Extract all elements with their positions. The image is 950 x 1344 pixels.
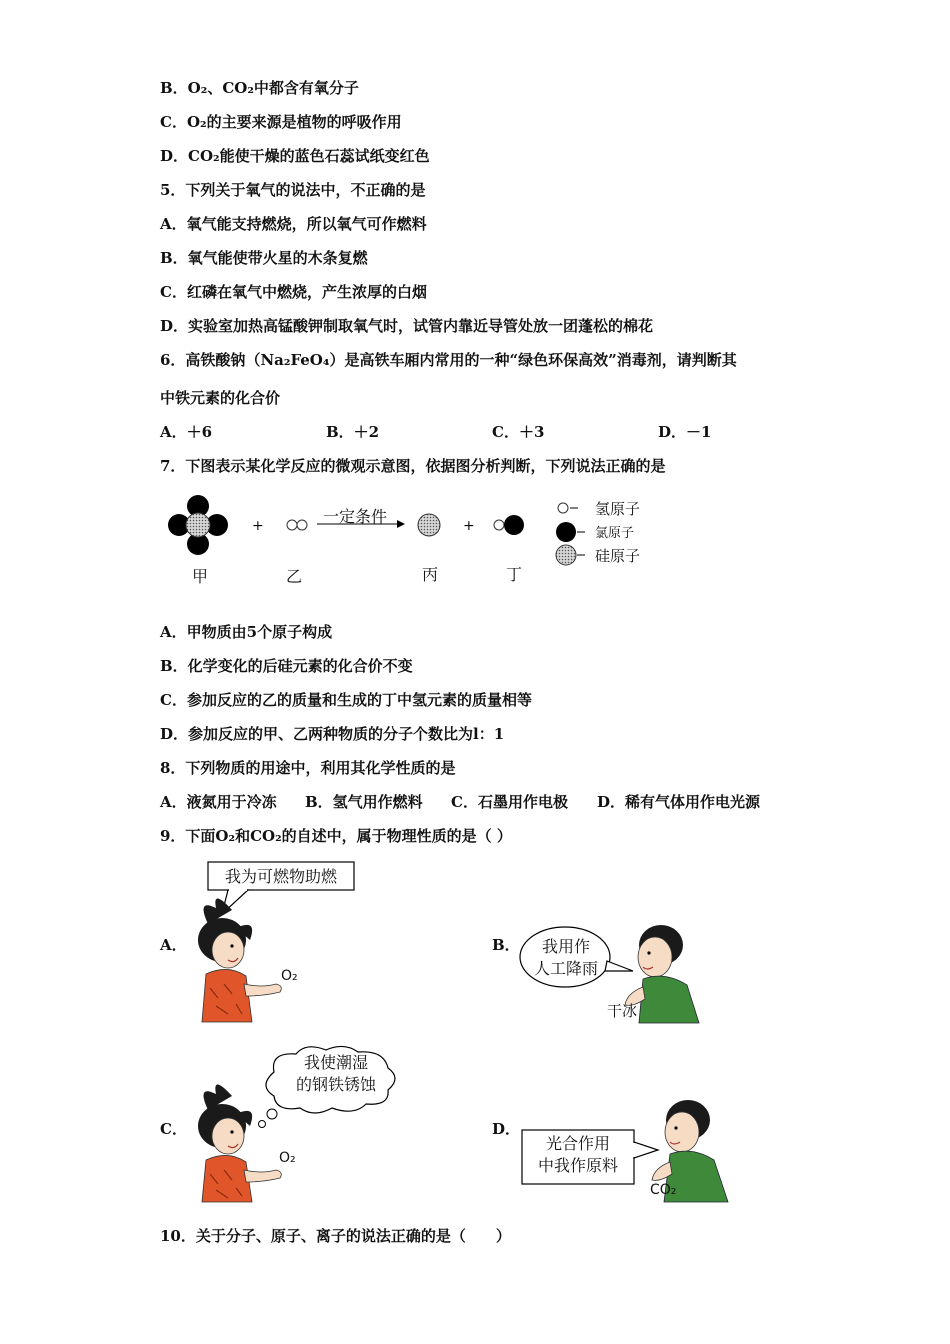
reaction-diagram xyxy=(165,492,665,592)
chem-label-b: 干冰 xyxy=(607,1002,638,1020)
q9-mark-d: D． xyxy=(492,1120,521,1138)
chem-label-a: O₂ xyxy=(281,968,298,984)
q6-option-a: A．＋6 xyxy=(160,423,213,441)
q8-stem: 8．下列物质的用途中，利用其化学性质的是 xyxy=(160,759,456,777)
legend-chlorine-icon xyxy=(556,522,576,542)
bubble-text-d-line2: 中我作原料 xyxy=(537,1156,618,1175)
legend-hydrogen-icon xyxy=(558,503,568,513)
q8-option-b: B．氢气用作燃料 xyxy=(305,793,423,811)
q7-option-b: B．化学变化的后硅元素的化合价不变 xyxy=(160,657,413,675)
reaction-condition: 一定条件 xyxy=(323,507,388,526)
chem-label-d: CO₂ xyxy=(650,1182,677,1198)
molecule-yi xyxy=(287,520,307,530)
q7-stem: 7．下图表示某化学反应的微观示意图，依据图分析判断，下列说法正确的是 xyxy=(160,457,666,475)
legend-hydrogen-label: 氢原子 xyxy=(595,500,641,518)
q9-mark-c: C． xyxy=(160,1120,187,1138)
q6-option-c: C．＋3 xyxy=(492,423,545,441)
bubble-text-c-line2: 的钢铁锈蚀 xyxy=(295,1075,376,1094)
legend-chlorine-label: 氯原子 xyxy=(595,526,635,541)
q7-option-c: C．参加反应的乙的质量和生成的丁中氢元素的质量相等 xyxy=(160,691,532,709)
q5-option-a: A．氧气能支持燃烧，所以氧气可作燃料 xyxy=(160,215,427,233)
q7-option-d: D．参加反应的甲、乙两种物质的分子个数比为l：1 xyxy=(160,725,505,743)
legend-silicon-label: 硅原子 xyxy=(595,547,641,565)
label-bing: 丙 xyxy=(422,565,439,584)
q9-stem: 9．下面O₂和CO₂的自述中，属于物理性质的是（ ） xyxy=(160,827,512,845)
molecule-ding xyxy=(494,515,524,535)
q5-stem: 5．下列关于氧气的说法中，不正确的是 xyxy=(160,181,426,199)
q6-stem-line2: 中铁元素的化合价 xyxy=(160,389,281,407)
q7-option-a: A．甲物质由5个原子构成 xyxy=(160,623,333,641)
label-yi: 乙 xyxy=(286,567,303,586)
q6-stem-line1: 6．高铁酸钠（Na₂FeO₄）是高铁车厢内常用的一种“绿色环保高效”消毒剂，请判断其 xyxy=(160,351,737,369)
q10-stem: 10．关于分子、原子、离子的说法正确的是（ ） xyxy=(160,1227,511,1245)
legend-silicon-icon xyxy=(556,545,576,565)
bubble-text-a: 我为可燃物助燃 xyxy=(224,867,337,886)
plus-sign-2: + xyxy=(463,518,475,534)
q9-mark-a: A． xyxy=(160,936,187,954)
bubble-text-b-line2: 人工降雨 xyxy=(533,959,598,978)
label-ding: 丁 xyxy=(506,565,523,584)
q4-option-d: D．CO₂能使干燥的蓝色石蕊试纸变红色 xyxy=(160,147,430,165)
q8-option-d: D．稀有气体用作电光源 xyxy=(597,793,761,811)
reaction-graphic xyxy=(165,492,665,592)
label-jia: 甲 xyxy=(192,567,209,586)
bubble-text-d-line1: 光合作用 xyxy=(545,1134,610,1153)
q5-option-c: C．红磷在氧气中燃烧，产生浓厚的白烟 xyxy=(160,283,427,301)
q4-option-c: C．O₂的主要来源是植物的呼吸作用 xyxy=(160,113,402,131)
q8-option-c: C．石墨用作电极 xyxy=(451,793,568,811)
q6-option-d: D．－1 xyxy=(658,423,712,441)
q9-mark-b: B． xyxy=(492,936,520,954)
chem-label-c: O₂ xyxy=(279,1150,296,1166)
bubble-text-b-line1: 我用作 xyxy=(541,937,590,956)
q5-option-d: D．实验室加热高锰酸钾制取氧气时，试管内靠近导管处放一团蓬松的棉花 xyxy=(160,317,654,335)
q8-option-a: A．液氮用于冷冻 xyxy=(160,793,277,811)
q5-option-b: B．氧气能使带火星的木条复燃 xyxy=(160,249,368,267)
q6-option-b: B．＋2 xyxy=(326,423,380,441)
plus-sign-1: + xyxy=(252,518,264,534)
q4-option-b: B．O₂、CO₂中都含有氧分子 xyxy=(160,79,359,97)
molecule-jia xyxy=(168,495,228,555)
bubble-text-c-line1: 我使潮湿 xyxy=(303,1053,368,1072)
molecule-bing xyxy=(418,514,440,536)
